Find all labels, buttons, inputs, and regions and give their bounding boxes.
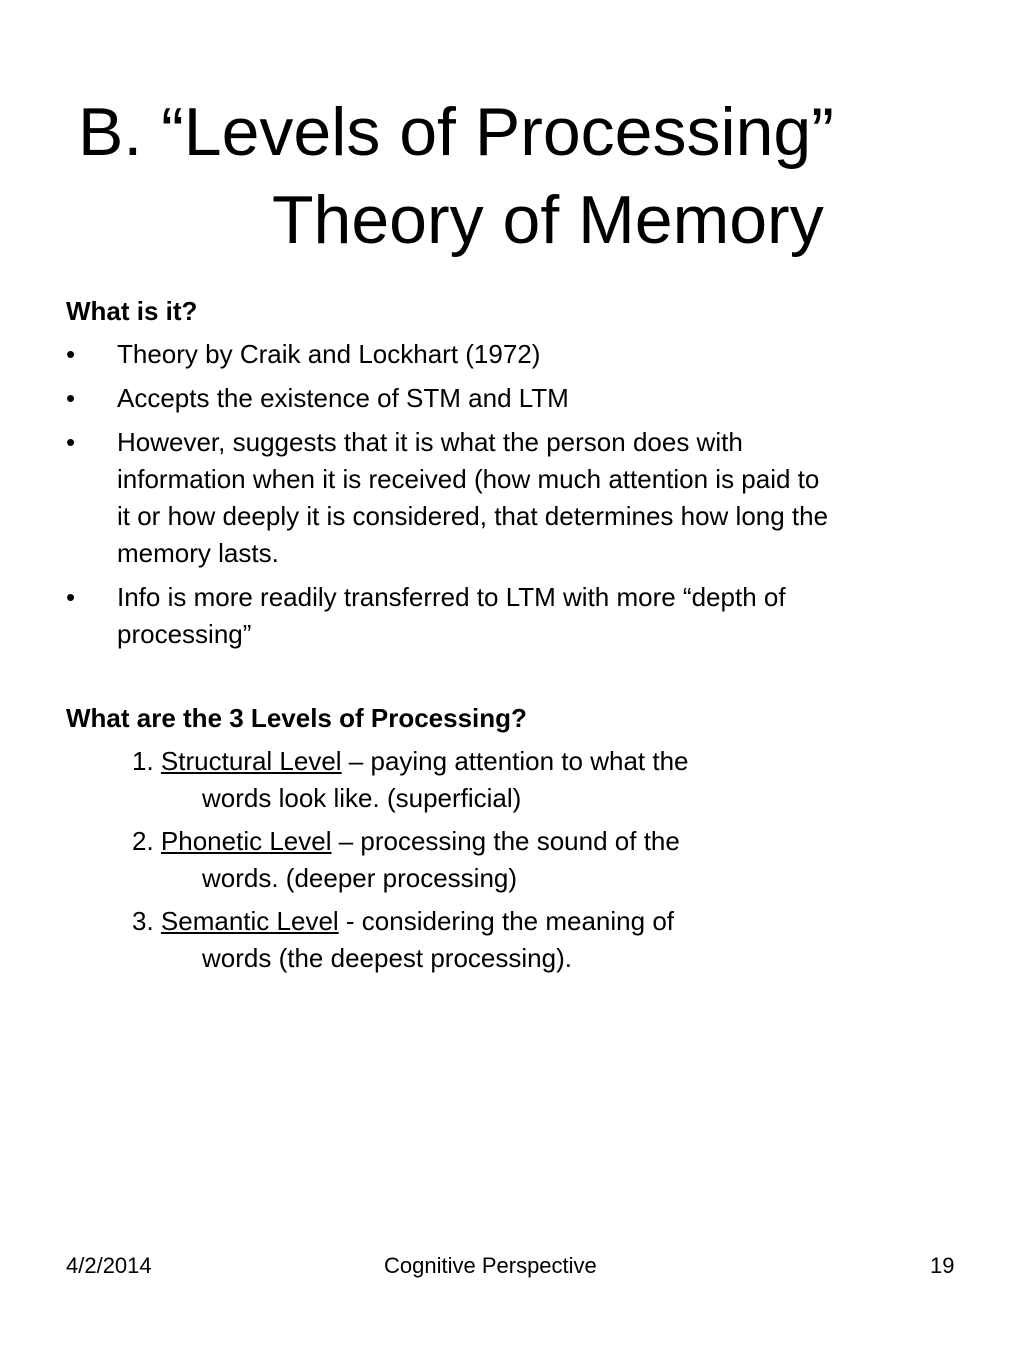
bullet-text-line: processing” bbox=[117, 619, 252, 649]
level-item-structural bbox=[132, 743, 832, 817]
bullet-item bbox=[66, 424, 956, 572]
level-description-line2: words look like. (superficial) bbox=[202, 783, 522, 813]
bullet-dot: • bbox=[66, 582, 76, 612]
section-heading-levels: What are the 3 Levels of Processing? bbox=[66, 703, 527, 733]
bullet-text-line: However, suggests that it is what the person does with bbox=[117, 427, 743, 457]
bullet-text-line: memory lasts. bbox=[117, 538, 279, 568]
bullet-text-line: information when it is received (how much attention is paid to bbox=[117, 464, 820, 494]
title-line-1: B. “Levels of Processing” bbox=[78, 94, 834, 170]
footer-page-number: 19 bbox=[930, 1253, 955, 1278]
level-item-phonetic bbox=[132, 823, 832, 897]
level-number: 3. bbox=[132, 906, 161, 936]
section-heading-what-is-it: What is it? bbox=[66, 296, 198, 326]
bullet-text: Accepts the existence of STM and LTM bbox=[117, 383, 569, 413]
level-description-line2: words. (deeper processing) bbox=[202, 863, 518, 893]
level-term: Semantic Level bbox=[160, 906, 339, 936]
bullet-dot: • bbox=[66, 339, 76, 369]
bullet-list bbox=[66, 336, 956, 660]
level-description-line2: words (the deepest processing). bbox=[202, 943, 572, 973]
level-description: - considering the meaning of bbox=[338, 906, 674, 936]
bullet-text-line: Info is more readily transferred to LTM with more “depth of bbox=[117, 582, 786, 612]
levels-list bbox=[132, 743, 832, 983]
title-line-2: Theory of Memory bbox=[272, 182, 824, 258]
level-term: Phonetic Level bbox=[160, 826, 332, 856]
bullet-text: Theory by Craik and Lockhart (1972) bbox=[117, 339, 541, 369]
footer-title: Cognitive Perspective bbox=[384, 1253, 597, 1278]
level-number: 2. bbox=[132, 826, 161, 856]
slide-title bbox=[78, 88, 978, 264]
level-item-semantic bbox=[132, 903, 832, 977]
bullet-item bbox=[66, 380, 956, 417]
bullet-text-line: it or how deeply it is considered, that determines how long the bbox=[117, 501, 829, 531]
level-description: – paying attention to what the bbox=[341, 746, 689, 776]
bullet-item bbox=[66, 579, 956, 653]
level-description: – processing the sound of the bbox=[331, 826, 680, 856]
level-term: Structural Level bbox=[160, 746, 342, 776]
level-number: 1. bbox=[132, 746, 161, 776]
bullet-dot: • bbox=[66, 427, 76, 457]
bullet-dot: • bbox=[66, 383, 76, 413]
bullet-item bbox=[66, 336, 956, 373]
footer-date: 4/2/2014 bbox=[66, 1253, 152, 1278]
